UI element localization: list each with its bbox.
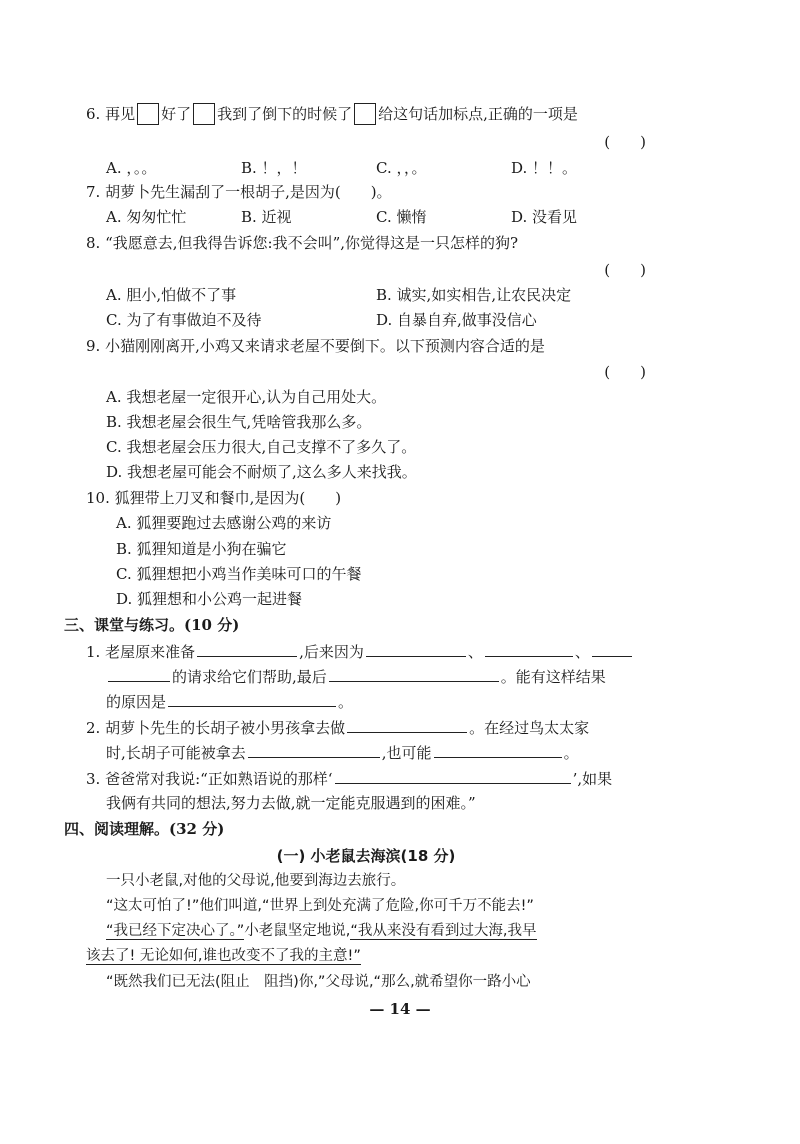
- story-paragraph-3: [106, 920, 666, 942]
- q2-text-c: 时,长胡子可能被拿去: [106, 744, 246, 762]
- q8-options-row2: [106, 309, 646, 331]
- q6-text-c: 我到了倒下的时候了: [217, 105, 353, 123]
- option-c[interactable]: C. 为了有事做迫不及待: [106, 311, 262, 329]
- q8-paren-row: [86, 259, 646, 281]
- answer-box-2[interactable]: [193, 103, 215, 125]
- q1-text-f: 。能有这样结果: [500, 668, 606, 686]
- sec3-q1-line3: [106, 690, 666, 712]
- fill-blank[interactable]: [485, 640, 573, 657]
- underlined-quote: “我已经下定决心了。”: [106, 923, 245, 939]
- q10-option-b[interactable]: B. 狐狸知道是小狗在骗它: [116, 540, 287, 558]
- page-number: — 14 —: [369, 1000, 431, 1018]
- q2-text-d: ,也可能: [381, 744, 432, 762]
- story-paragraph-1: 一只小老鼠,对他的父母说,他要到海边去旅行。: [106, 873, 406, 889]
- q6-paren-row: [86, 131, 646, 153]
- answer-paren[interactable]: ( ): [604, 133, 646, 151]
- q6-text-d: 给这句话加标点,正确的一项是: [378, 105, 578, 123]
- answer-paren[interactable]: ( ): [604, 261, 646, 279]
- story-paragraph-3-cont: [86, 945, 646, 967]
- q1-text-g: 的原因是: [106, 693, 167, 711]
- q1-text-a: 1. 老屋原来准备: [86, 643, 196, 661]
- section-3-heading: 三、课堂与练习。(10 分): [64, 616, 240, 634]
- option-b[interactable]: B. ！，！: [241, 159, 307, 177]
- option-c[interactable]: C. ，，。: [376, 159, 427, 177]
- fill-blank[interactable]: [366, 640, 466, 657]
- question-7: 7. 胡萝卜先生漏刮了一根胡子,是因为( )。: [86, 183, 392, 201]
- q9-option-c[interactable]: C. 我想老屋会压力很大,自己支撑不了多久了。: [106, 438, 417, 456]
- option-d[interactable]: D. 没看见: [511, 208, 578, 226]
- sec3-q2-line1: [86, 716, 646, 738]
- option-a[interactable]: A. 胆小,怕做不了事: [106, 286, 237, 304]
- underlined-quote: 该去了! 无论如何,谁也改变不了我的主意!”: [86, 948, 361, 964]
- q2-text-a: 2. 胡萝卜先生的长胡子被小男孩拿去做: [86, 719, 346, 737]
- question-9: 9. 小猫刚刚离开,小鸡又来请求老屋不要倒下。以下预测内容合适的是: [86, 337, 545, 355]
- story-title: (一) 小老鼠去海滨(18 分): [276, 847, 456, 865]
- option-c[interactable]: C. 懒惰: [376, 208, 427, 226]
- option-b[interactable]: B. 诚实,如实相告,让农民决定: [376, 286, 572, 304]
- answer-box-1[interactable]: [137, 103, 159, 125]
- q7-options: [106, 206, 646, 228]
- option-d[interactable]: D. ！！。: [511, 159, 578, 177]
- q9-option-b[interactable]: B. 我想老屋会很生气,凭啥管我那么多。: [106, 413, 372, 431]
- option-a[interactable]: A. ，。。: [106, 159, 157, 177]
- sec3-q3-line2: 我俩有共同的想法,努力去做,就一定能克服遇到的困难。”: [106, 794, 476, 812]
- q10-option-c[interactable]: C. 狐狸想把小鸡当作美味可口的午餐: [116, 565, 362, 583]
- q9-option-d[interactable]: D. 我想老屋可能会不耐烦了,这么多人来找我。: [106, 463, 417, 481]
- sec3-q1-line1: [86, 640, 646, 662]
- q8-options-row1: [106, 284, 646, 306]
- underlined-quote: “我从来没有看到过大海,我早: [350, 923, 537, 939]
- option-d[interactable]: D. 自暴自弃,做事没信心: [376, 311, 537, 329]
- q9-option-a[interactable]: A. 我想老屋一定很开心,认为自己用处大。: [106, 388, 387, 406]
- fill-blank[interactable]: [347, 716, 467, 733]
- story-paragraph-2: “这太可怕了!”他们叫道,“世界上到处充满了危险,你可千万不能去!”: [106, 898, 534, 914]
- q3-text-a: 3. 爸爸常对我说:“正如熟语说的那样‘: [86, 770, 333, 788]
- fill-blank[interactable]: [108, 665, 170, 682]
- q10-option-d[interactable]: D. 狐狸想和小公鸡一起进餐: [116, 590, 303, 608]
- fill-blank[interactable]: [197, 640, 297, 657]
- fill-blank[interactable]: [329, 665, 499, 682]
- section-4-heading: 四、阅读理解。(32 分): [64, 820, 225, 838]
- option-a[interactable]: A. 匆匆忙忙: [106, 208, 187, 226]
- q10-option-a[interactable]: A. 狐狸要跑过去感谢公鸡的来访: [116, 514, 332, 532]
- fill-blank[interactable]: [592, 640, 632, 657]
- question-6: [86, 103, 646, 125]
- sec3-q1-line2: [106, 665, 666, 687]
- q2-text-e: 。: [563, 744, 579, 762]
- q1-text-b: ,后来因为: [299, 643, 364, 661]
- q6-options: [106, 157, 646, 179]
- sec3-q3-line1: [86, 767, 646, 789]
- answer-box-3[interactable]: [354, 103, 376, 125]
- fill-blank[interactable]: [434, 741, 562, 758]
- story-text: 小老鼠坚定地说,: [244, 923, 351, 939]
- fill-blank[interactable]: [248, 741, 380, 758]
- story-paragraph-4: “既然我们已无法(阻止 阻挡)你,”父母说,“那么,就希望你一路小心: [106, 974, 531, 990]
- sec3-q2-line2: [106, 741, 666, 763]
- question-10: 10. 狐狸带上刀叉和餐巾,是因为( ): [86, 489, 342, 507]
- q3-text-b: ’,如果: [572, 770, 613, 788]
- fill-blank[interactable]: [335, 767, 571, 784]
- answer-paren[interactable]: ( ): [604, 363, 646, 381]
- q6-text-a: 6. 再见: [86, 105, 136, 123]
- q1-text-c: 、: [467, 643, 483, 661]
- question-8: 8. “我愿意去,但我得告诉您:我不会叫”,你觉得这是一只怎样的狗?: [86, 234, 519, 252]
- q1-text-d: 、: [574, 643, 590, 661]
- q1-text-e: 的请求给它们帮助,最后: [172, 668, 327, 686]
- fill-blank[interactable]: [168, 690, 336, 707]
- q2-text-b: 。在经过鸟太太家: [469, 719, 590, 737]
- q1-text-h: 。: [338, 693, 354, 711]
- q6-text-b: 好了: [161, 105, 192, 123]
- option-b[interactable]: B. 近视: [241, 208, 292, 226]
- q9-paren-row: [86, 361, 646, 383]
